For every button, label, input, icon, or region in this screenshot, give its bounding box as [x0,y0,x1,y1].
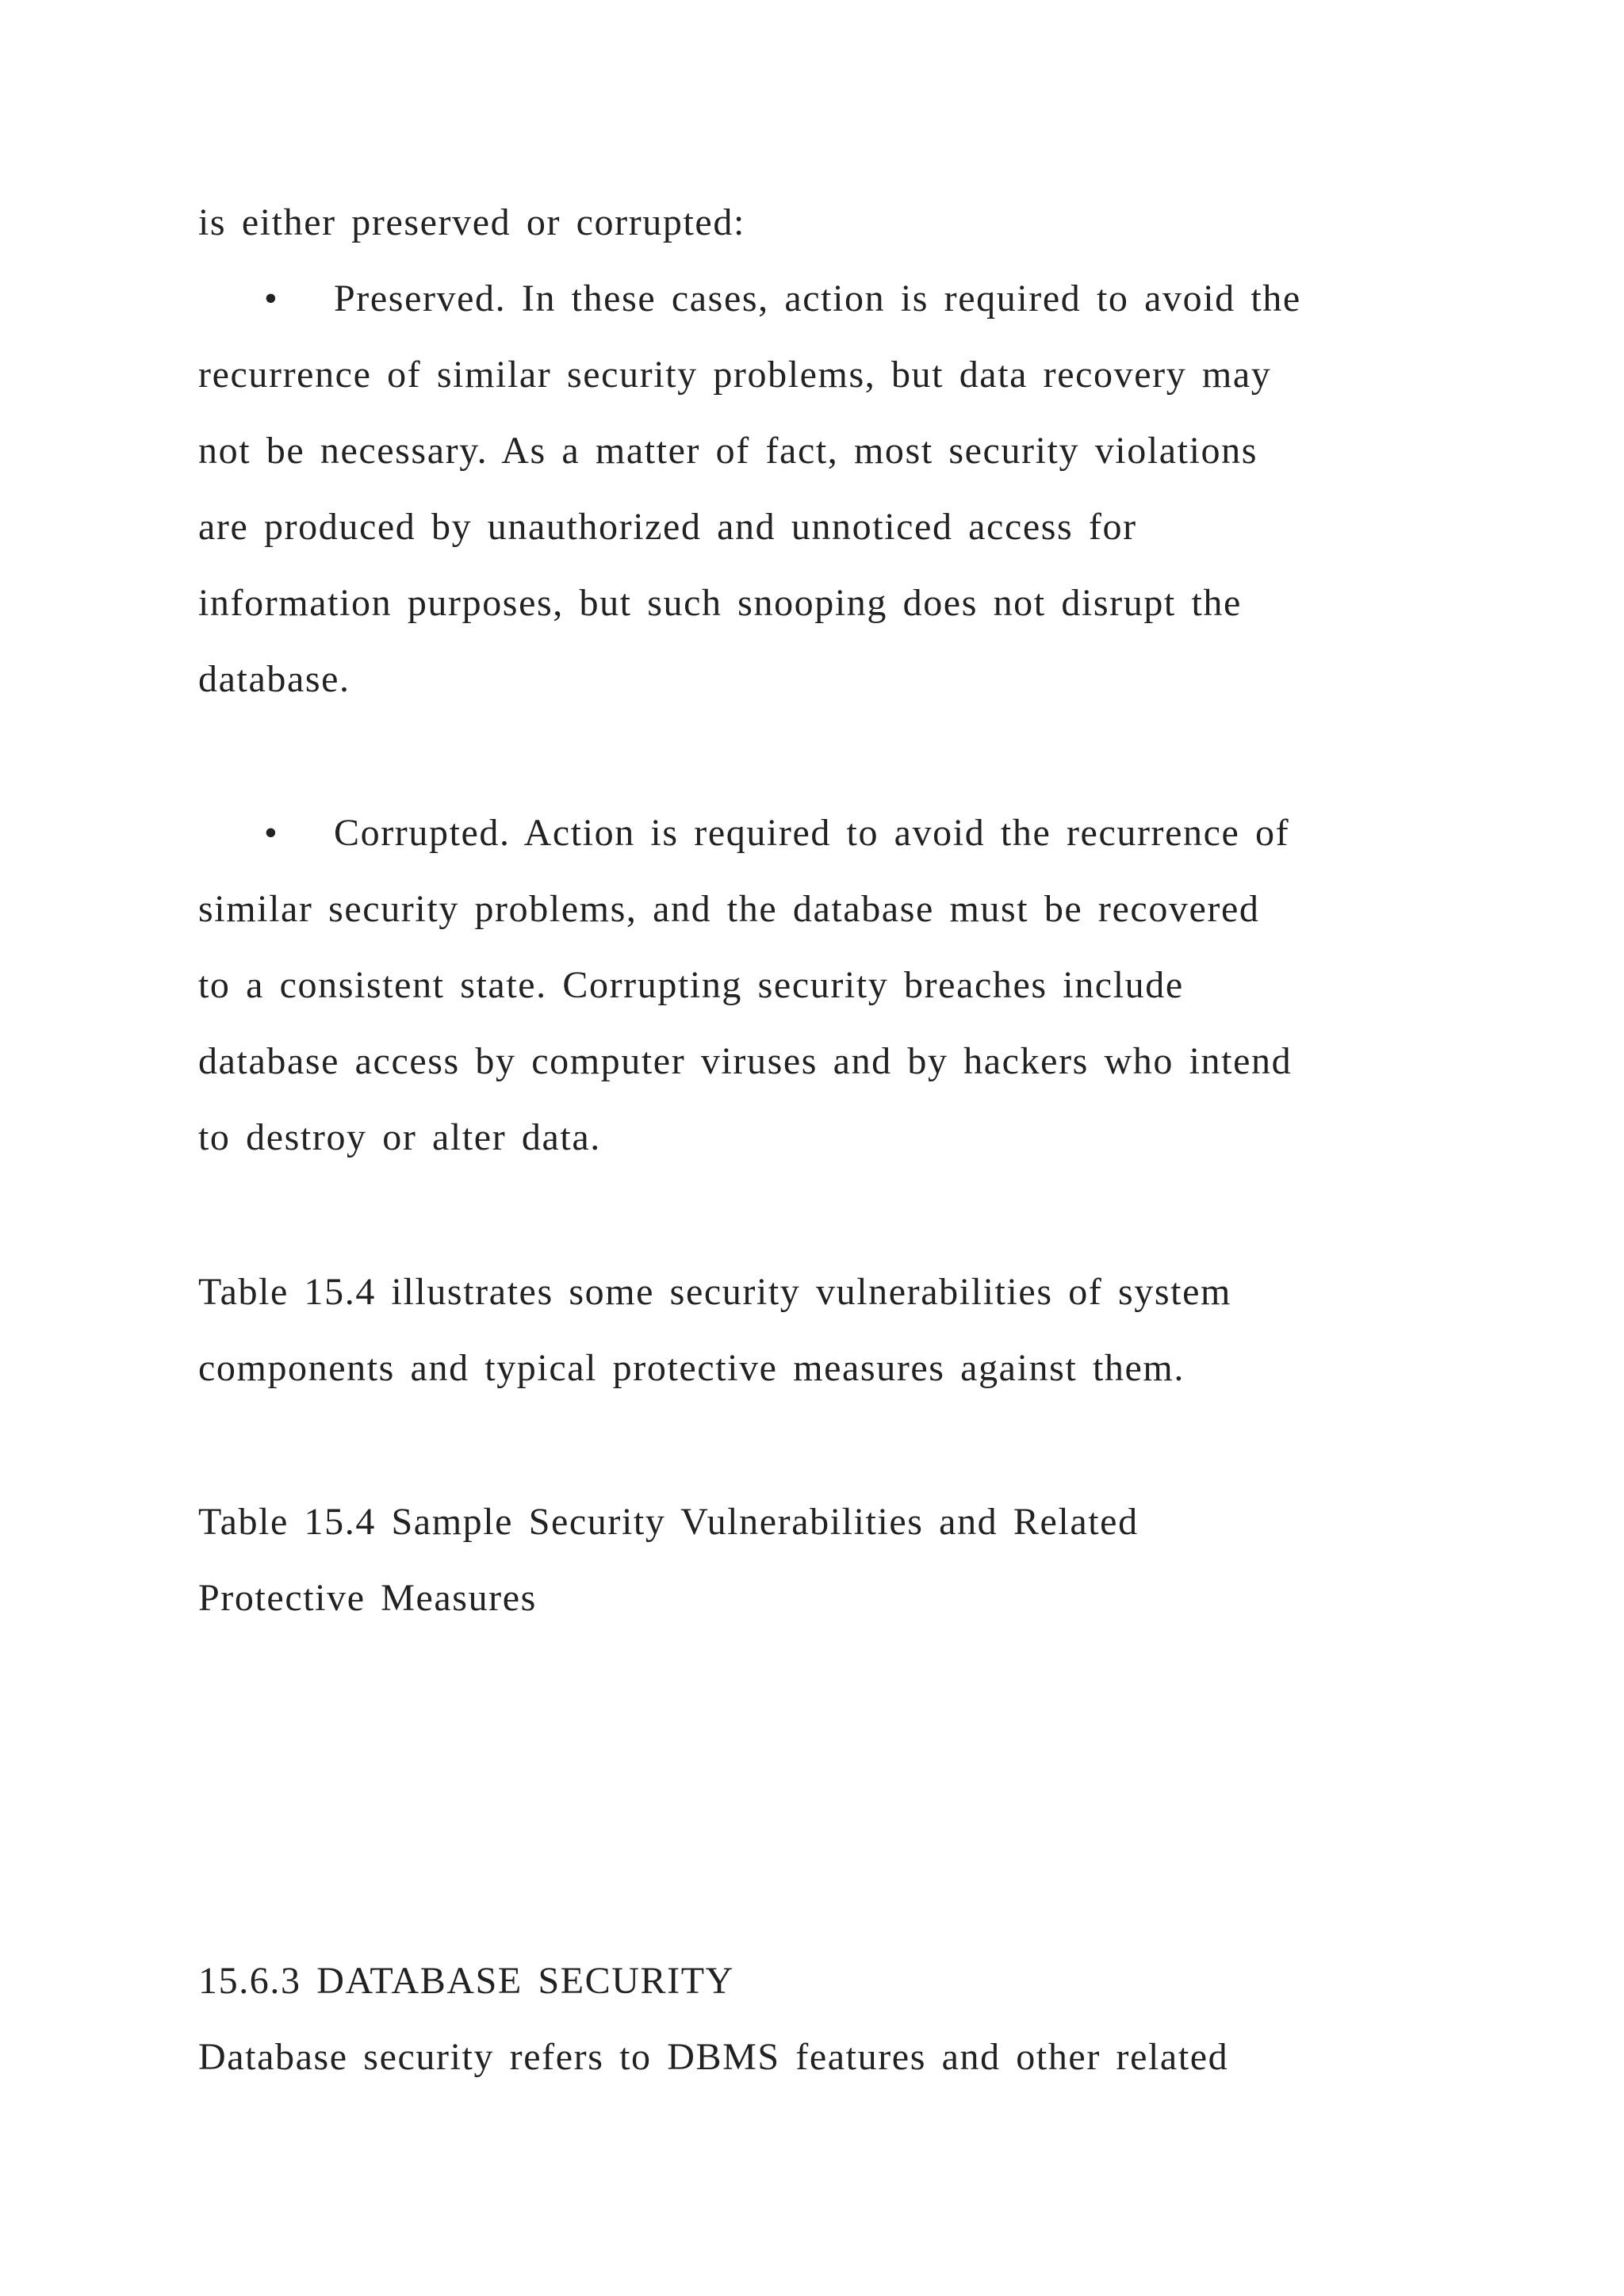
paragraph-line: information purposes, but such snooping does not disrupt the [198,582,1242,624]
paragraph-line: Database security refers to DBMS features and other related [198,2036,1229,2078]
paragraph-line: recurrence of similar security problems, but data recovery may [198,354,1272,396]
paragraph-line: database. [198,658,350,700]
caption-line: Protective Measures [198,1577,537,1619]
paragraph-line: similar security problems, and the database must be recovered [198,888,1260,930]
bullet-marker: • [264,277,279,320]
bullet-line [264,809,1289,857]
intro-line: is either preserved or corrupted: [198,201,745,243]
paragraph-line: Table 15.4 illustrates some security vulnerabilities of system [198,1271,1231,1313]
bullet-marker: • [264,812,279,854]
paragraph-line: to destroy or alter data. [198,1116,601,1158]
paragraph-line: are produced by unauthorized and unnoticed access for [198,506,1137,548]
paragraph-line: to a consistent state. Corrupting security breaches include [198,964,1184,1006]
caption-line: Table 15.4 Sample Security Vulnerabilities and Related [198,1501,1139,1543]
paragraph-line: components and typical protective measures against them. [198,1347,1185,1389]
bullet-line [264,275,1301,323]
paragraph-line: database access by computer viruses and by hackers who intend [198,1040,1293,1082]
bullet-text: Preserved. In these cases, action is required to avoid the [334,277,1301,320]
section-heading: 15.6.3 DATABASE SECURITY [198,1960,734,2002]
bullet-text: Corrupted. Action is required to avoid the recurrence of [334,812,1290,854]
paragraph-line: not be necessary. As a matter of fact, most security violations [198,430,1258,472]
